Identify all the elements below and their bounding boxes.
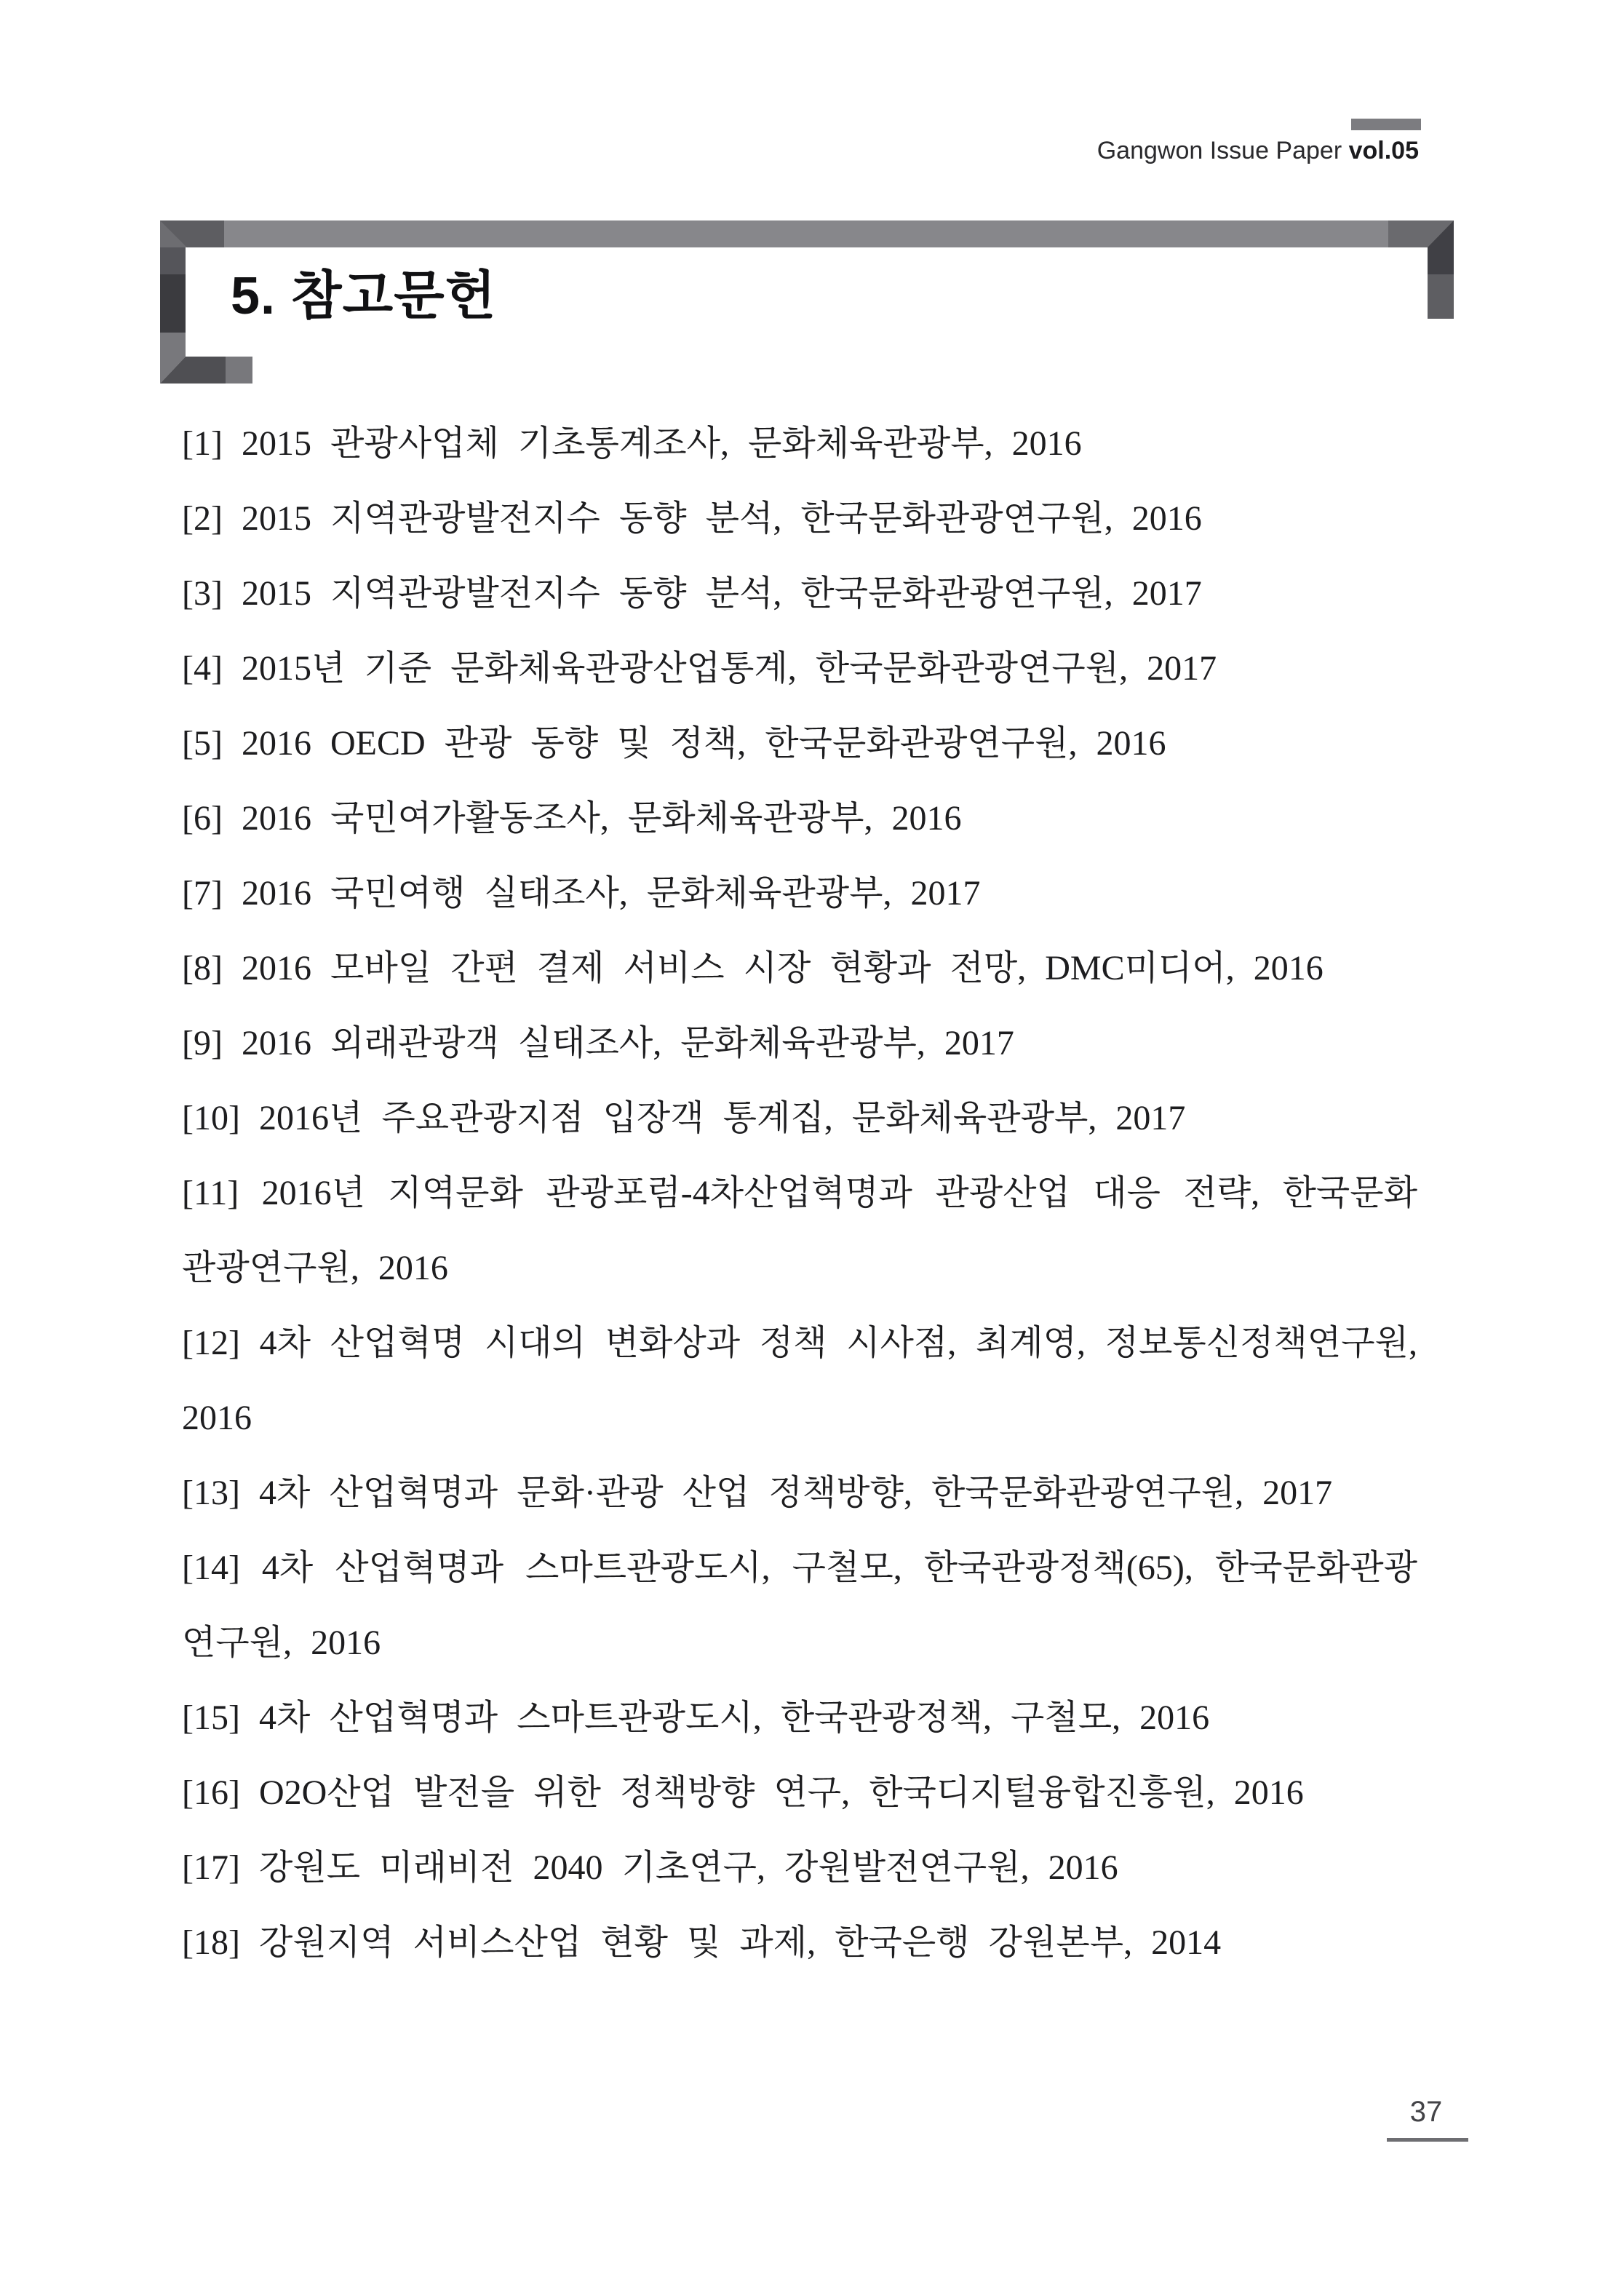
reference-item: [17] 강원도 미래비전 2040 기초연구, 강원발전연구원, 2016: [182, 1848, 1118, 1887]
banner-top-bar: [224, 220, 1391, 247]
reference-item: [5] 2016 OECD 관광 동향 및 정책, 한국문화관광연구원, 2016: [182, 724, 1166, 763]
section-title-banner: [160, 220, 1454, 384]
banner-right-segment-2: [1428, 274, 1454, 319]
reference-item: [11] 2016년 지역문화 관광포럼-4차산업혁명과 관광산업 대응 전략, 한국문화관광연구원, 2016: [182, 1174, 1417, 1287]
banner-left-segment-1: [160, 247, 186, 274]
reference-item: [3] 2015 지역관광발전지수 동향 분석, 한국문화관광연구원, 2017: [182, 574, 1202, 613]
header-volume: vol.05: [1348, 137, 1419, 164]
reference-list: [182, 406, 1417, 1980]
reference-item: [2] 2015 지역관광발전지수 동향 분석, 한국문화관광연구원, 2016: [182, 499, 1202, 538]
reference-item: [1] 2015 관광사업체 기초통계조사, 문화체육관광부, 2016: [182, 424, 1082, 463]
reference-item: [10] 2016년 주요관광지점 입장객 통계집, 문화체육관광부, 2017: [182, 1099, 1186, 1137]
section-title: 5. 참고문헌: [231, 267, 497, 325]
header-accent-bar: [1351, 119, 1421, 130]
reference-item: [7] 2016 국민여행 실태조사, 문화체육관광부, 2017: [182, 874, 981, 913]
banner-bottom-left-square: [226, 357, 252, 384]
banner-right-segment-1: [1428, 247, 1454, 274]
reference-item: [4] 2015년 기준 문화체육관광산업통계, 한국문화관광연구원, 2017: [182, 649, 1217, 688]
reference-item: [9] 2016 외래관광객 실태조사, 문화체육관광부, 2017: [182, 1024, 1014, 1062]
reference-item: [13] 4차 산업혁명과 문화·관광 산업 정책방향, 한국문화관광연구원, 2017: [182, 1474, 1333, 1512]
header-brand-text: Gangwon Issue Paper: [1096, 137, 1342, 164]
banner-left-segment-3: [160, 333, 186, 357]
reference-item: [16] O2O산업 발전을 위한 정책방향 연구, 한국디지털융합진흥원, 2016: [182, 1773, 1304, 1812]
reference-item: [14] 4차 산업혁명과 스마트관광도시, 구철모, 한국관광정책(65), 한국문화관광연구원, 2016: [182, 1549, 1417, 1662]
reference-item: [6] 2016 국민여가활동조사, 문화체육관광부, 2016: [182, 799, 962, 838]
reference-item: [8] 2016 모바일 간편 결제 서비스 시장 현황과 전망, DMC미디어, 2016: [182, 949, 1324, 988]
banner-left-segment-2: [160, 274, 186, 333]
page-number-rule: [1387, 2138, 1468, 2142]
page-number: 37: [1409, 2096, 1443, 2128]
header-brand: [1097, 135, 1419, 166]
reference-item: [12] 4차 산업혁명 시대의 변화상과 정책 시사점, 최계영, 정보통신정책연구원, 2016: [182, 1324, 1417, 1437]
reference-item: [15] 4차 산업혁명과 스마트관광도시, 한국관광정책, 구철모, 2016: [182, 1698, 1210, 1737]
reference-item: [18] 강원지역 서비스산업 현황 및 과제, 한국은행 강원본부, 2014: [182, 1923, 1222, 1962]
